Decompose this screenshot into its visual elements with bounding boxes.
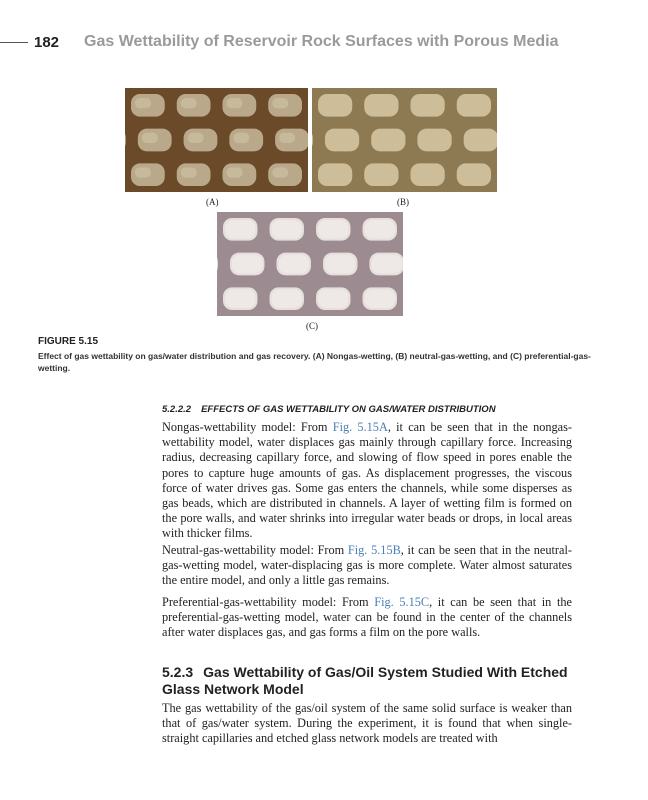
paragraph-nongas-wettability xyxy=(162,420,572,542)
running-title: Gas Wettability of Reservoir Rock Surfaces with Porous Media xyxy=(84,33,559,50)
panel-label-a: (A) xyxy=(206,197,219,207)
paragraph-text: , it can be seen that in the preferential-gas-wetting model, water can be found in the center of the channels after water displaces gas, and gas forms a film on the pore walls. xyxy=(162,595,572,640)
paragraph-text: , it can be seen that in the nongas-wettability model, water displaces gas mainly through capillary force. Increasing radius, decreasing capillary force, and slowing of flow speed in pores enable the pores to capture huge amounts of gas. As displacement progresses, the viscous force of water drives gas. Some gas enters the channels, while some disperses as gas beads, which are distributed in channels. A layer of wetting film is formed on the pore walls, and water shrinks into irregular water beads or drops, in local areas with thicker films. xyxy=(162,420,573,541)
photo-texture xyxy=(272,289,303,308)
photo-texture xyxy=(318,163,352,186)
photo-texture xyxy=(411,163,445,186)
photo-texture xyxy=(371,255,402,274)
figure-reference-link[interactable]: Fig. 5.15C xyxy=(374,595,430,609)
photo-texture xyxy=(464,129,497,152)
photo-texture xyxy=(227,98,243,108)
photo-texture xyxy=(411,94,445,117)
paragraph-preferential-gas-wettability xyxy=(162,595,572,641)
photo-texture xyxy=(272,98,288,108)
photo-texture xyxy=(142,133,158,143)
photo-texture xyxy=(457,94,491,117)
paragraph-text: Nongas-wettability model: From xyxy=(162,420,333,434)
figure-reference-link[interactable]: Fig. 5.15A xyxy=(332,420,388,434)
photo-texture xyxy=(233,133,249,143)
page-number: 182 xyxy=(34,34,60,51)
subsection-number: 5.2.2.2 xyxy=(162,404,192,415)
subsection-heading xyxy=(162,404,496,415)
photo-texture xyxy=(417,129,451,152)
photo-texture xyxy=(365,220,396,239)
figure-caption: Effect of gas wettability on gas/water distribution and gas recovery. (A) Nongas-wetting, (B) neutral-gas-wetting, and (C) preferential-gas-wetting. xyxy=(38,351,591,373)
photo-texture xyxy=(272,220,303,239)
photo-texture xyxy=(279,133,295,143)
paragraph-text: Neutral-gas-wettability model: From xyxy=(162,543,348,557)
photo-texture xyxy=(318,289,349,308)
photo-texture xyxy=(278,255,309,274)
header-rule xyxy=(0,42,28,43)
photo-texture xyxy=(225,220,256,239)
photo-texture xyxy=(364,94,398,117)
figure-title: FIGURE 5.15 xyxy=(38,336,99,347)
photo-texture xyxy=(364,163,398,186)
photo-texture xyxy=(272,167,288,177)
photo-texture xyxy=(225,289,256,308)
subsection-title: EFFECTS OF GAS WETTABILITY ON GAS/WATER DISTRIBUTION xyxy=(201,404,496,415)
photo-texture xyxy=(371,129,405,152)
figure-panel-b-photo xyxy=(312,88,497,192)
figure-panel-c-photo xyxy=(217,212,403,316)
photo-texture xyxy=(457,163,491,186)
paragraph-text: Preferential-gas-wettability model: From xyxy=(162,595,375,609)
section-heading xyxy=(162,664,582,698)
photo-texture xyxy=(232,255,263,274)
photo-texture xyxy=(318,220,349,239)
paragraph-neutral-gas-wettability xyxy=(162,543,572,589)
paragraph-gas-oil-system: The gas wettability of the gas/oil system of the same solid surface is weaker than that of gas/water system. During the experiment, it is found that when single-straight capillaries and etched glass network models are treated with xyxy=(162,701,572,746)
photo-texture xyxy=(227,167,243,177)
panel-label-c: (C) xyxy=(306,321,318,331)
figure-reference-link[interactable]: Fig. 5.15B xyxy=(347,543,401,557)
section-title: Gas Wettability of Gas/Oil System Studied With Etched Glass Network Model xyxy=(162,664,568,697)
photo-texture xyxy=(181,167,197,177)
photo-texture xyxy=(318,94,352,117)
photo-texture xyxy=(188,133,204,143)
section-number: 5.2.3 xyxy=(162,664,194,680)
photo-texture xyxy=(365,289,396,308)
figure-panel-a-photo xyxy=(125,88,308,192)
photo-texture xyxy=(181,98,197,108)
panel-label-b: (B) xyxy=(397,197,409,207)
photo-texture xyxy=(135,167,151,177)
photo-texture xyxy=(325,129,359,152)
photo-texture xyxy=(325,255,356,274)
photo-texture xyxy=(135,98,151,108)
paragraph-text: , it can be seen that in the neutral-gas-wetting model, water-displacing gas is more complete. Water almost saturates the entire model, and only a little gas remains. xyxy=(162,543,572,588)
